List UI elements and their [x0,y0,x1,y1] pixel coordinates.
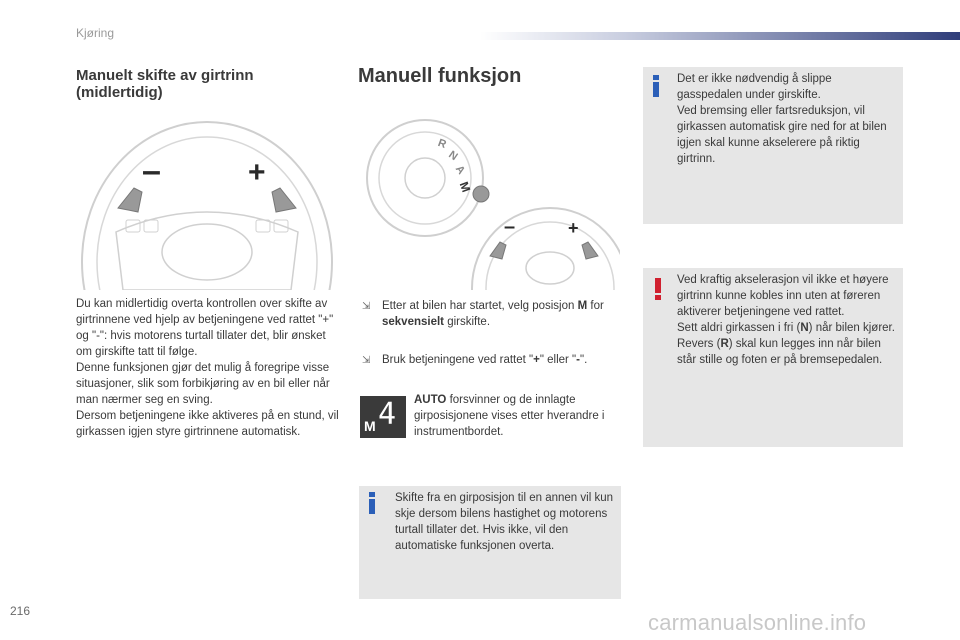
bullet1-sekvensielt: sekvensielt [382,316,445,328]
info-icon [367,492,377,514]
warning-n: N [800,322,809,334]
left-paragraph: Denne funksjonen gjør det mulig å foregripe visse situasjoner, slik som forbikjøring av en bil eller når man nærmer seg en sving. [76,362,330,406]
info-line: Ved bremsing eller fartsreduksjon, vil girkassen automatisk gire ned for at bilen igjen skal kunne akselerere på riktig girtrinn. [677,105,887,165]
wheel-plus-label: + [248,156,266,189]
warning-icon [653,278,663,300]
selector-letter-r: R [436,137,448,151]
header-bar [480,32,960,40]
gear-selector-illustration [360,118,620,290]
info-line: Det er ikke nødvendig å slippe gasspedalen under girskifte. [677,73,832,101]
info-icon [651,75,661,97]
bullet1-text: for [587,300,604,312]
display-gear-digit: 4 [378,397,397,432]
info-box-body [677,71,897,167]
instrument-display-icon [360,396,406,438]
bullet1-text: girskifte. [444,316,491,328]
warning-line: Ved kraftig akselerasjon vil ikke et høyere girtrinn kunne kobles inn uten at føreren aktiverer betjeningene ved rattet. [677,274,889,318]
bullet2-text: Bruk betjeningene ved rattet " [382,354,534,366]
info-box-gear-shift [359,486,621,599]
selector-letter-n: N [446,148,460,164]
small-wheel-plus-label: + [568,218,579,238]
bullet2-text: ". [579,354,588,366]
wheel-minus-label: – [142,152,161,190]
bullet2-text: " eller " [539,354,577,366]
warning-body [677,272,897,368]
warning-box-acceleration [643,268,903,447]
watermark: carmanualsonline.info [648,610,867,635]
warning-text: ) skal kun legges inn når bilen står stille og foten er på bremsepedalen. [677,338,883,366]
display-mode-letter: M [364,418,376,434]
bullet-select-m [362,298,622,330]
selector-letter-a: A [452,163,468,177]
warning-text: Sett aldri girkassen i fri ( [677,322,801,334]
bullet-arrow-icon: ⇲ [362,355,371,366]
auto-label: AUTO [414,394,447,406]
left-heading: Manuelt skifte av girtrinn (midlertidig) [76,67,254,101]
bullet-use-controls [362,352,622,368]
page-number: 216 [10,604,31,618]
info-box-text: Skifte fra en girposisjon til en annen vil kun skje dersom bilens hastighet og motorens turtall tillater det. Hvis ikke, vil den automatiske funksjonen overta. [395,492,613,552]
warning-line [677,320,897,336]
warning-text: Revers ( [677,338,721,350]
bullet1-text: Etter at bilen har startet, velg posisjon [382,300,578,312]
auto-text: forsvinner og de innlagte girposisjonene vises etter hverandre i instrumentbordet. [414,394,605,438]
warning-line [677,336,897,368]
bullet1-m: M [577,300,588,312]
bullet2-minus: - [576,354,580,366]
middle-heading: Manuell funksjon [358,65,522,87]
steering-wheel-illustration-large [76,112,338,290]
warning-text: ) når bilen kjører. [808,322,895,334]
bullet2-plus: + [533,354,540,366]
warning-r: R [720,338,729,350]
auto-description [414,392,622,440]
left-body [76,296,340,440]
section-label: Kjøring [76,26,115,40]
selector-letter-m: M [456,179,474,195]
info-box-no-release [643,67,903,224]
small-wheel-minus-label: – [504,216,516,238]
left-paragraph: Dersom betjeningene ikke aktiveres på en stund, vil girkassen igjen styre girtrinnene automatisk. [76,410,339,438]
bullet-arrow-icon: ⇲ [362,301,371,312]
left-paragraph: Du kan midlertidig overta kontrollen over skifte av girtrinnene ved hjelp av betjeningene ved rattet "+" og "-": hvis motorens turtall tillater det, blir ønsket om girskifte tatt til følge. [76,298,334,358]
